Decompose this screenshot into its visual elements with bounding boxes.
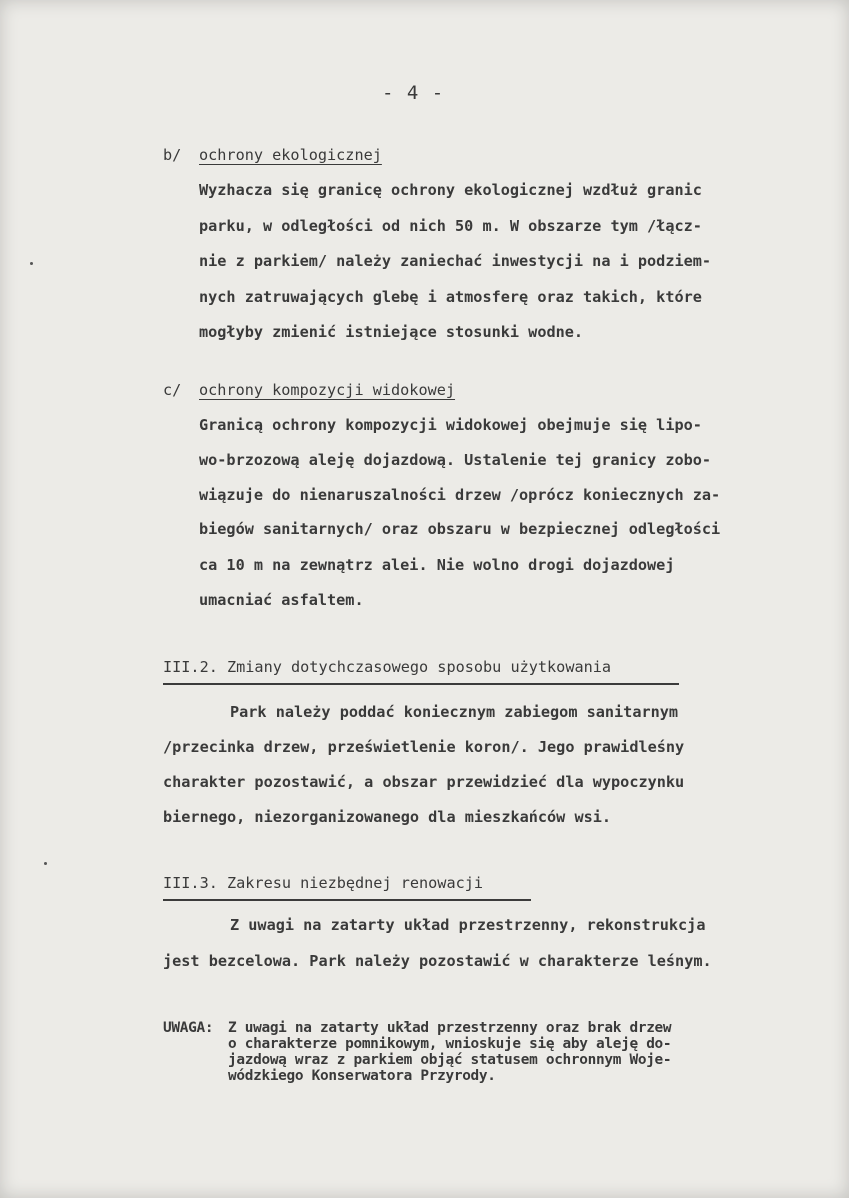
section-iii2-rule [163, 683, 679, 685]
section-iii3-line-1: Z uwagi na zatarty układ przestrzenny, rekonstrukcja [230, 916, 706, 934]
section-c-line-2: wo-brzozową aleję dojazdową. Ustalenie tej granicy zobo- [199, 451, 712, 469]
section-b-line-1: Wyzhacza się granicę ochrony ekologicznej wzdłuż granic [199, 181, 702, 199]
section-b-line-4: nych zatruwających glebę i atmosferę oraz takich, które [199, 288, 702, 306]
section-c-line-5: ca 10 m na zewnątrz alei. Nie wolno drogi dojazdowej [199, 556, 675, 574]
section-iii2-line-3: charakter pozostawić, a obszar przewidzieć dla wypoczynku [163, 773, 685, 791]
section-b-line-3: nie z parkiem/ należy zaniechać inwestycji na i podziem- [199, 252, 712, 270]
note-line-4: wódzkiego Konserwatora Przyrody. [228, 1068, 496, 1084]
note-line-1: Z uwagi na zatarty układ przestrzenny oraz brak drzew [228, 1020, 672, 1036]
section-b-heading: ochrony ekologicznej [199, 146, 382, 164]
section-c-line-3: wiązuje do nienaruszalności drzew /oprócz koniecznych za- [199, 486, 721, 504]
note-line-2: o charakterze pomnikowym, wnioskuje się aby aleję do- [228, 1036, 672, 1052]
section-iii3-rule [163, 899, 531, 901]
section-b-line-2: parku, w odległości od nich 50 m. W obszarze tym /łącz- [199, 217, 702, 235]
section-b-label: b/ [163, 146, 182, 164]
section-iii3-heading: III.3. Zakresu niezbędnej renowacji [163, 874, 484, 892]
section-iii2-line-4: biernego, niezorganizowanego dla mieszkańców wsi. [163, 808, 612, 826]
section-iii3-line-2: jest bezcelowa. Park należy pozostawić w charakterze leśnym. [163, 952, 712, 970]
section-b-line-5: mogłyby zmienić istniejące stosunki wodne. [199, 323, 584, 341]
section-iii2-line-1: Park należy poddać koniecznym zabiegom sanitarnym [230, 703, 679, 721]
section-c-line-4: biegów sanitarnych/ oraz obszaru w bezpiecznej odległości [199, 520, 721, 538]
note-line-3: jazdową wraz z parkiem objąć statusem ochronnym Woje- [228, 1052, 672, 1068]
scan-speck [30, 262, 33, 265]
section-c-label: c/ [163, 381, 182, 399]
page-number: - 4 - [382, 82, 445, 104]
scan-speck [44, 862, 47, 865]
note-label: UWAGA: [163, 1020, 214, 1036]
section-iii2-heading: III.2. Zmiany dotychczasowego sposobu użytkowania [163, 658, 612, 676]
section-c-line-6: umacniać asfaltem. [199, 591, 364, 609]
section-iii2-line-2: /przecinka drzew, prześwietlenie koron/. Jego prawidleśny [163, 738, 685, 756]
section-c-heading: ochrony kompozycji widokowej [199, 381, 456, 399]
section-c-line-1: Granicą ochrony kompozycji widokowej obejmuje się lipo- [199, 416, 702, 434]
